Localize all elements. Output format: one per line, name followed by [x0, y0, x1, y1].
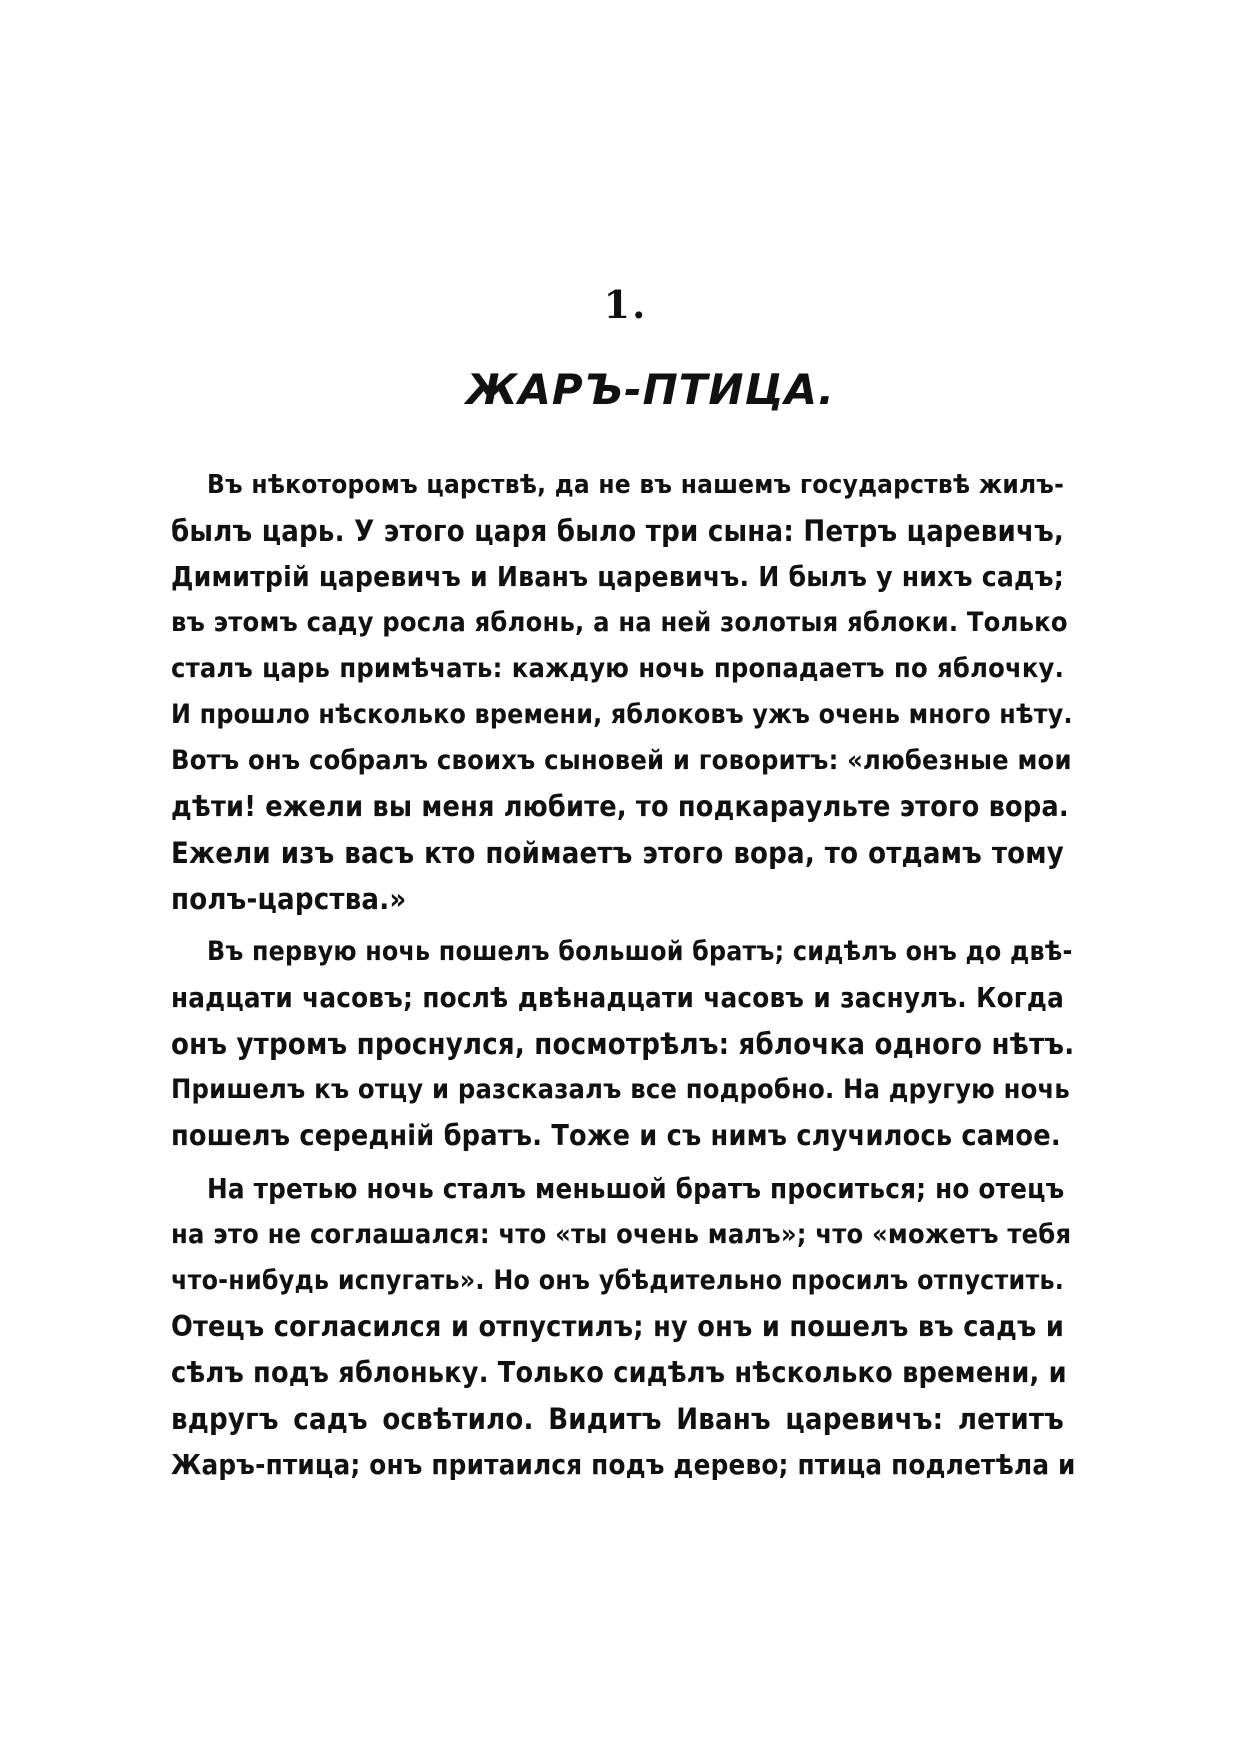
text-line: Ежели изъ васъ кто поймаетъ этого вора, то отдамъ тому	[171, 836, 1064, 870]
text-line: И прошло нѣсколько времени, яблоковъ ужъ очень много нѣту.	[171, 699, 1073, 730]
text-line: сталъ царь примѣчать: каждую ночь пропадаетъ по яблочку.	[171, 653, 1064, 684]
text-line: На третью ночь сталъ меньшой братъ проситься; но отецъ	[207, 1173, 1065, 1205]
text-line: сѣлъ подъ яблоньку. Только сидѣлъ нѣсколько времени, и	[171, 1356, 1067, 1389]
text-line: дѣти! ежели вы меня любите, то подкараульте этого вора.	[171, 790, 1069, 823]
text-line: вдругъ садъ освѣтило. Видитъ Иванъ царевичъ: летитъ	[171, 1402, 1064, 1436]
text-line: Вотъ онъ собралъ своихъ сыновей и говоритъ: «любезные мои	[171, 745, 1072, 776]
text-line: на это не соглашался: что «ты очень малъ»; что «можетъ тебя	[171, 1219, 1072, 1250]
text-line: онъ утромъ проснулся, посмотрѣлъ: яблочка одного нѣтъ.	[171, 1027, 1075, 1061]
text-line: Димитрій царевичъ и Иванъ царевичъ. И былъ у нихъ садъ;	[171, 560, 1064, 593]
chapter-number: 1.	[603, 282, 648, 327]
chapter-title: ЖАРЪ-ПТИЦА.	[466, 365, 835, 414]
text-line: надцати часовъ; послѣ двѣнадцати часовъ и заснулъ. Когда	[171, 982, 1064, 1014]
text-line: Въ первую ночь пошелъ большой братъ; сидѣлъ онъ до двѣ-	[207, 936, 1073, 967]
paragraph-3	[171, 1166, 1076, 1488]
text-line: Въ нѣкоторомъ царствѣ, да не въ нашемъ государствѣ жилъ-	[207, 470, 1064, 500]
text-line: Пришелъ къ отцу и разсказалъ все подробно. На другую ночь	[171, 1074, 1070, 1105]
text-line: пошелъ середній братъ. Тоже и съ нимъ случилось самое.	[171, 1119, 1061, 1152]
paragraph-1	[171, 462, 1073, 922]
text-line: полъ-царства.»	[171, 882, 407, 916]
text-line: Жаръ-птица; онъ притаился подъ дерево; птица подлетѣла и	[171, 1449, 1076, 1481]
paragraph-2	[171, 929, 1075, 1159]
text-line: былъ царь. У этого царя было три сына: Петръ царевичъ,	[171, 514, 1064, 548]
text-line: что-нибудь испугать». Но онъ убѣдительно просилъ отпустить.	[171, 1265, 1064, 1296]
body-text	[171, 462, 1076, 1495]
text-line: въ этомъ саду росла яблонь, а на ней золотыя яблоки. Только	[171, 607, 1068, 638]
text-line: Отецъ согласился и отпустилъ; ну онъ и пошелъ въ садъ и	[171, 1310, 1064, 1343]
